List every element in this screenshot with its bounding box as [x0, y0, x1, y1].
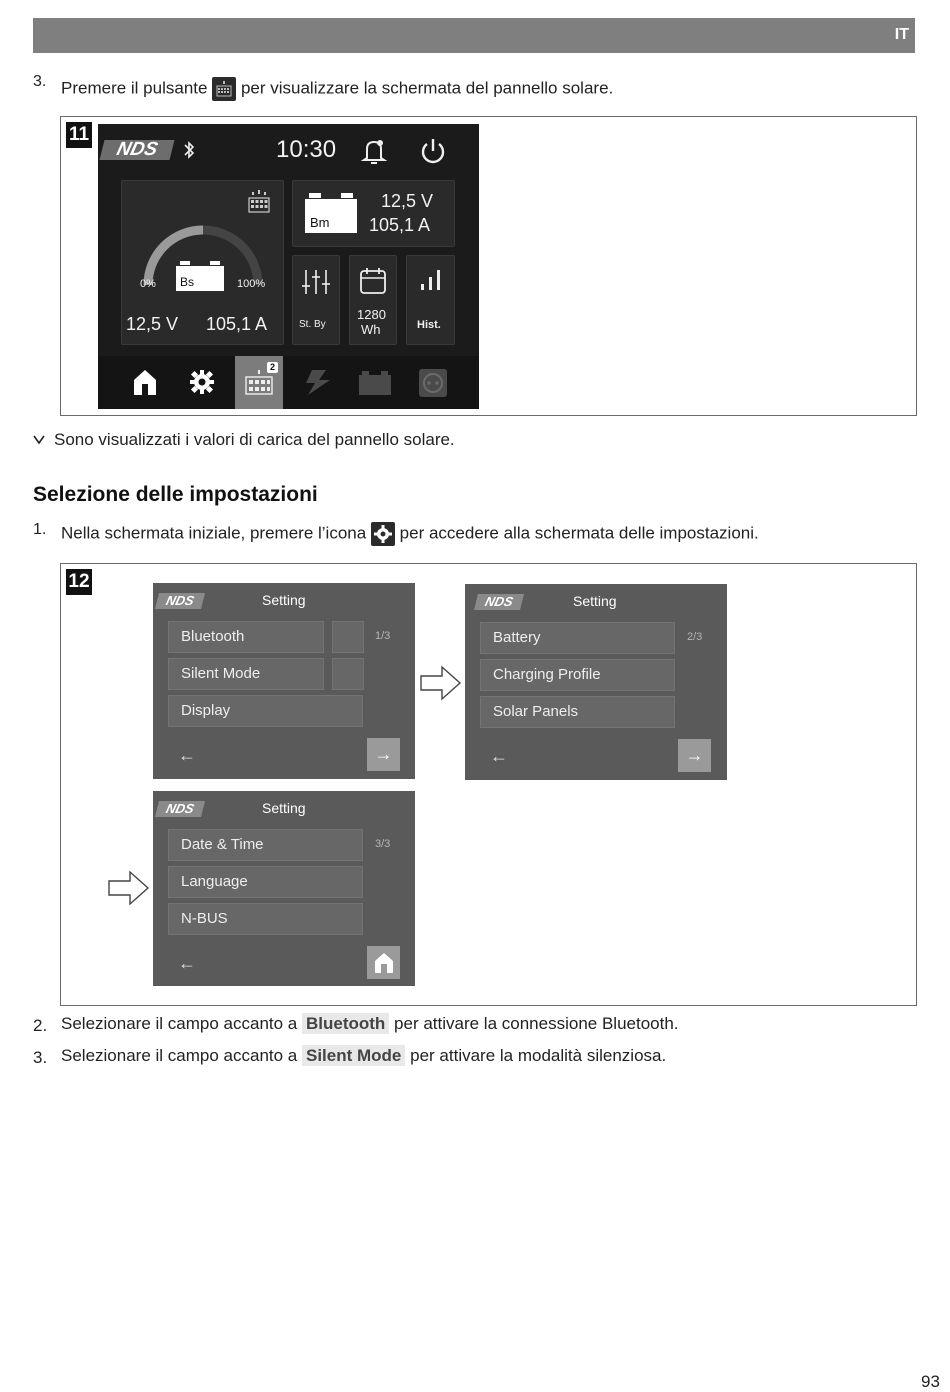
back-arrow-icon[interactable]: ← [178, 745, 196, 765]
header-bar [33, 18, 915, 53]
keyword-bluetooth: Bluetooth [302, 1013, 389, 1034]
step-text-before: Selezionare il campo accanto a [61, 1014, 298, 1033]
figure-label: 12 [66, 569, 92, 595]
home-icon[interactable] [132, 368, 158, 401]
power-icon[interactable] [418, 136, 448, 171]
energy-unit: Wh [361, 322, 381, 337]
history-label: Hist. [417, 319, 441, 331]
sliders-icon [301, 268, 331, 301]
step-text-after: per visualizzare la schermata del pannello solare. [240, 78, 614, 98]
flow-arrow-icon [108, 870, 150, 911]
clock-time: 10:30 [276, 136, 337, 163]
page-indicator: 2/3 [687, 631, 703, 643]
bluetooth-toggle[interactable] [332, 621, 364, 653]
step-number: 3. [33, 1048, 48, 1067]
next-button[interactable]: → [367, 738, 400, 771]
settings-screen-3 [153, 791, 415, 986]
language-code: IT [894, 26, 909, 43]
lightning-icon[interactable] [302, 368, 334, 401]
nds-logo: NDS [100, 140, 175, 160]
bm-current: 105,1 A [369, 215, 431, 235]
battery-bs-icon [176, 261, 224, 291]
energy-value: 1280 [357, 307, 386, 322]
step-text [61, 1014, 679, 1034]
gauge-max-label: 100% [237, 278, 266, 290]
gear-icon[interactable] [189, 369, 215, 400]
bottom-navbar [98, 356, 479, 409]
bell-icon[interactable] [360, 136, 388, 171]
setting-item-battery[interactable]: Battery [480, 622, 675, 654]
home-button[interactable] [367, 946, 400, 979]
setting-item-display[interactable]: Display [168, 695, 363, 727]
flow-arrow-icon [420, 665, 462, 706]
solar-panel-card [121, 180, 284, 345]
page-indicator: 3/3 [375, 838, 391, 850]
step-number: 1. [33, 521, 47, 538]
step-text [61, 1046, 666, 1066]
section-title: Selezione delle impostazioni [33, 483, 318, 506]
setting-item-bluetooth[interactable]: Bluetooth [168, 621, 324, 653]
setting-item-date-time[interactable]: Date & Time [168, 829, 363, 861]
step-number: 3. [33, 73, 47, 90]
settings-screen-2 [465, 584, 727, 780]
next-button[interactable]: → [678, 739, 711, 772]
step-text-before: Selezionare il campo accanto a [61, 1046, 298, 1065]
setting-item-solar-panels[interactable]: Solar Panels [480, 696, 675, 728]
step-text [61, 522, 759, 546]
solar-screen [98, 124, 479, 409]
keyword-silent-mode: Silent Mode [302, 1045, 405, 1066]
standby-card[interactable] [292, 255, 340, 345]
screen-title: Setting [573, 593, 617, 609]
step-text-after: per attivare la connessione Bluetooth. [394, 1014, 679, 1033]
step-text-before: Nella schermata iniziale, premere l’icona [61, 523, 367, 543]
setting-item-silent-mode[interactable]: Silent Mode [168, 658, 324, 690]
back-arrow-icon[interactable]: ← [178, 953, 196, 973]
step-text-before: Premere il pulsante [61, 78, 208, 98]
setting-item-charging-profile[interactable]: Charging Profile [480, 659, 675, 691]
result-text: Sono visualizzati i valori di carica del pannello solare. [54, 430, 455, 449]
battery-bm-card [292, 180, 455, 247]
gauge-min-label: 0% [140, 278, 156, 290]
gear-icon [371, 522, 395, 546]
battery-bm-label: Bm [310, 215, 330, 230]
nds-logo: NDS [155, 801, 205, 817]
nds-logo: NDS [155, 593, 205, 609]
solar-panel-icon [245, 187, 273, 220]
page-indicator: 1/3 [375, 630, 391, 642]
bm-voltage: 12,5 V [381, 191, 434, 211]
step-text-after: per accedere alla schermata delle impostazioni. [399, 523, 759, 543]
silent-mode-toggle[interactable] [332, 658, 364, 690]
battery-bs-label: Bs [180, 275, 195, 289]
screen-title: Setting [262, 592, 306, 608]
step-text [61, 77, 613, 101]
socket-icon[interactable] [418, 368, 448, 403]
standby-label: St. By [299, 319, 326, 330]
nds-logo: NDS [474, 594, 524, 610]
result-marker-icon [33, 432, 45, 448]
step-number: 2. [33, 1016, 48, 1035]
nav-badge: 2 [267, 362, 278, 373]
bluetooth-icon [182, 140, 196, 165]
bs-voltage: 12,5 V [126, 314, 179, 334]
setting-item-n-bus[interactable]: N-BUS [168, 903, 363, 935]
setting-item-language[interactable]: Language [168, 866, 363, 898]
settings-screen-1 [153, 583, 415, 779]
solar-panel-icon [212, 77, 236, 101]
battery-icon[interactable] [358, 370, 392, 401]
screen-title: Setting [262, 800, 306, 816]
page-number: 93 [921, 1372, 940, 1391]
solar-tab-active[interactable] [235, 356, 283, 409]
calendar-icon [359, 266, 387, 301]
bar-chart-icon [419, 268, 443, 297]
history-card[interactable] [406, 255, 455, 345]
back-arrow-icon[interactable]: ← [490, 746, 508, 766]
step-text-after: per attivare la modalità silenziosa. [410, 1046, 667, 1065]
figure-label: 11 [66, 122, 92, 148]
battery-bm-icon [305, 193, 357, 233]
bs-current: 105,1 A [206, 314, 268, 334]
home-icon [373, 951, 395, 979]
energy-card[interactable] [349, 255, 397, 345]
